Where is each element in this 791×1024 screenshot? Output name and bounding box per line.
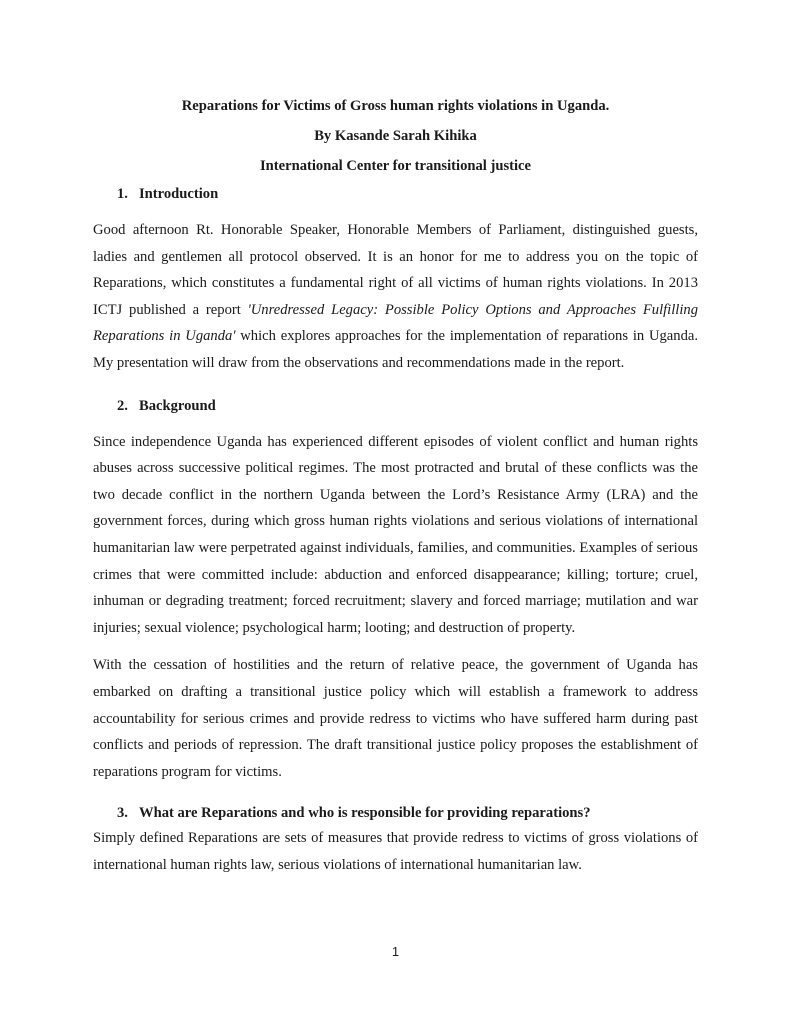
page-number: 1 (391, 944, 400, 959)
section-number: 1. (117, 186, 128, 202)
background-paragraph-1: Since independence Uganda has experienced different episodes of violent conflict and human rights abuses across successive political regimes. The most protracted and brutal of these conflicts was the two decade conflict in the northern Uganda between the Lord’s Resistance Army (LRA) and the government forces, during which gross human rights violations and serious violations of international humanitarian law were perpetrated against individuals, families, and communities. Examples of serious crimes that were committed include: abduction and enforced disappearance; killing; torture; cruel, inhuman or degrading treatment; forced recruitment; slavery and forced marriage; mutilation and war injuries; sexual violence; psychological harm; looting; and destruction of property. (93, 433, 698, 636)
reparations-paragraph: Simply defined Reparations are sets of measures that provide redress to victims of gross violations of international human rights law, serious violations of international humanitarian law. (93, 830, 698, 873)
introduction-paragraph (93, 217, 698, 377)
document-organization: International Center for transitional justice (259, 158, 532, 174)
title-block (93, 96, 698, 176)
section-number: 2. (117, 397, 128, 414)
document-title: Reparations for Victims of Gross human rights violations in Uganda. (181, 98, 610, 114)
background-paragraph-2: With the cessation of hostilities and the return of relative peace, the government of Uganda has embarked on drafting a transitional justice policy which will establish a framework to address accountability for serious crimes and provide redress to victims who have suffered harm during past conflicts and periods of repression. The draft transitional justice policy proposes the establishment of reparations program for victims. (93, 657, 698, 780)
document-author: By Kasande Sarah Kihika (314, 128, 477, 144)
section-heading-introduction (93, 184, 698, 204)
introduction-text-end: which explores approaches for the implementation of reparations in Uganda. My presentation will draw from the observations and recommendations made in the report. (93, 328, 699, 371)
section-title: Background (139, 397, 216, 414)
introduction-text-start: Good afternoon Rt. Honorable Speaker, Honorable Members of Parliament, distinguished guests, ladies and gentlemen all protocol observed. It is an honor for me to address you on the topic of Reparations, which constitutes a fundamental right of all victims of human rights violations. In 2013 ICTJ published a report (93, 222, 698, 318)
section-title: Introduction (139, 186, 219, 202)
section-heading-reparations (93, 803, 698, 823)
section-heading-background (93, 396, 698, 416)
report-title: 'Unredressed Legacy: Possible Policy Options and Approaches Fulfilling Reparations in Uganda' (93, 301, 698, 345)
section-number: 3. (117, 805, 128, 822)
section-title: What are Reparations and who is responsible for providing reparations? (139, 805, 591, 822)
